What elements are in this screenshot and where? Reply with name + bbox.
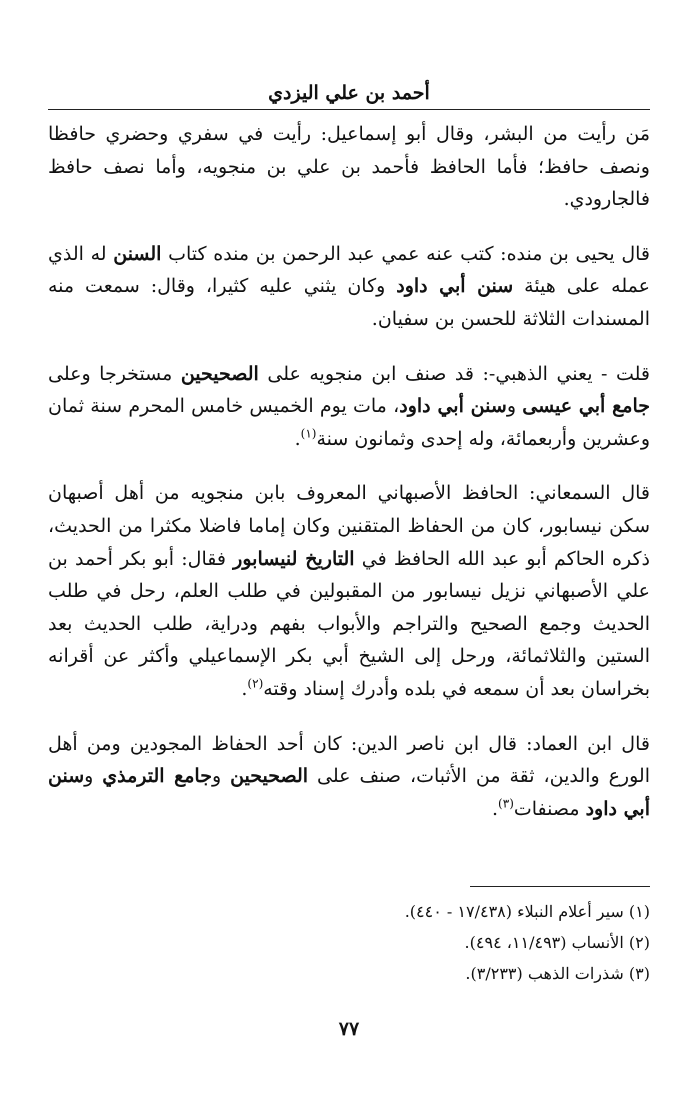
book-title: السنن bbox=[113, 242, 162, 265]
book-title: التاريخ لنيسابور bbox=[233, 547, 355, 570]
book-title: جامع أبي عيسى bbox=[522, 395, 650, 418]
footnote-1: (١) سير أعلام النبلاء (١٧/٤٣٨ - ٤٤٠). bbox=[404, 902, 650, 921]
footnotes bbox=[48, 896, 650, 989]
footnote-2: (٢) الأنساب (١١/٤٩٣، ٤٩٤). bbox=[464, 933, 650, 952]
paragraph-2: قال يحيى بن منده: كتب عنه عمي عبد الرحمن بن منده كتاب السنن له الذي عمله على هيئة سنن أبي داود وكان يثني عليه كثيرا، وقال: سمعت منه المسندات الثلاثة للحسن بن سفيان. bbox=[48, 242, 650, 330]
footnote-rule bbox=[470, 886, 650, 887]
paragraph-5: قال ابن العماد: قال ابن ناصر الدين: كان أحد الحفاظ المجودين ومن أهل الورع والدين، ثقة من الأثبات، صنف على الصحيحين وجامع الترمذي وسنن أبي داود مصنفات$^{(٣)}$. bbox=[48, 732, 650, 820]
footnote-ref-2: (٢) bbox=[247, 676, 264, 691]
footnote-ref-3: (٣) bbox=[498, 796, 514, 811]
book-title: سنن أبي داود bbox=[396, 275, 514, 298]
body-text bbox=[48, 118, 650, 847]
book-title: جامع الترمذي bbox=[102, 765, 212, 788]
book-title: الصحيحين bbox=[230, 765, 309, 788]
book-title: الصحيحين bbox=[180, 362, 259, 385]
book-title: سنن أبي داود bbox=[48, 765, 650, 820]
paragraph-3: قلت - يعني الذهبي-: قد صنف ابن منجويه على الصحيحين مستخرجا وعلى جامع أبي عيسى وسنن أبي داود، مات يوم الخميس خامس المحرم سنة ثمان وعشرين وأربعمائة، وله إحدى وثمانون سنة$^{(١)}$. bbox=[48, 362, 650, 450]
book-title: سنن أبي داود bbox=[399, 395, 507, 418]
footnote-3: (٣) شذرات الذهب (٣/٢٣٣). bbox=[465, 964, 650, 983]
running-head: أحمد بن علي اليزدي bbox=[268, 82, 430, 104]
page-number: ٧٧ bbox=[338, 1018, 360, 1040]
paragraph-1: مَن رأيت من البشر، وقال أبو إسماعيل: رأيت في سفري وحضري حافظا ونصف حافظ؛ فأما الحافظ فأحمد بن علي بن منجويه، وأما نصف حافظ فالجارودي. bbox=[48, 123, 650, 211]
footnote-ref-1: (١) bbox=[300, 426, 317, 441]
paragraph-4: قال السمعاني: الحافظ الأصبهاني المعروف بابن منجويه من أهل أصبهان سكن نيسابور، كان من الحفاظ المتقنين وكان إماما فاضلا مكثرا من الحديث، ذكره الحاكم أبو عبد الله الحافظ في التاريخ لنيسابور فقال: أبو بكر أحمد بن علي الأصبهاني نزيل نيسابور من المقبولين في طلب العلم، رحل في طلب الحديث وجمع الصحيح والتراجم والأبواب بفهم ودراية، طلب الحديث بعد الستين والثلاثمائة، ورحل إلى الشيخ أبي بكر الإسماعيلي وأكثر عن أقرانه بخراسان بعد أن سمعه في بلده وأدرك إسناد وقته$^{(٢)}$. bbox=[48, 482, 650, 700]
header-rule bbox=[48, 109, 650, 110]
